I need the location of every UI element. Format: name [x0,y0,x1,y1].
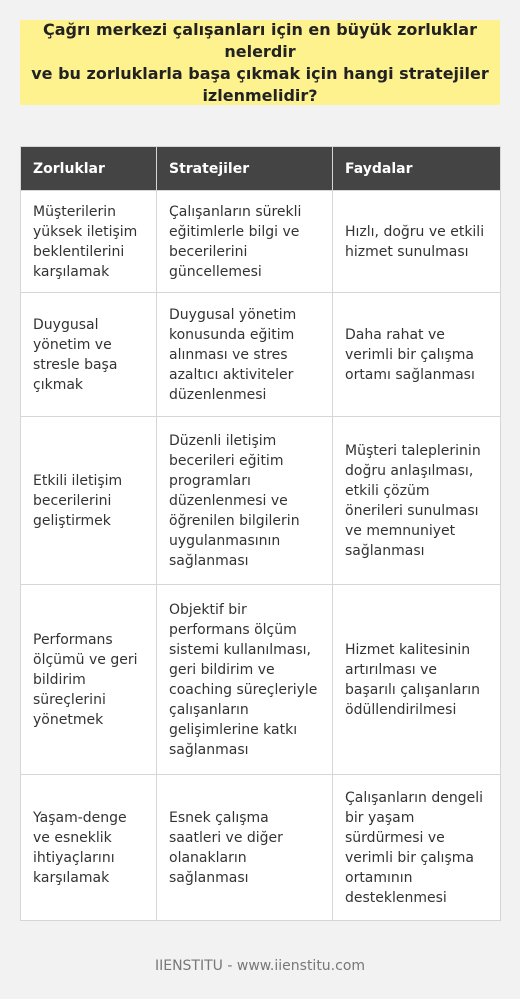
table-cell: Etkili iletişim becerilerini geliştirmek [21,417,157,585]
title-banner [20,20,500,105]
table-cell: Duygusal yönetim ve stresle başa çıkmak [21,293,157,417]
table-cell: Performans ölçümü ve geri bildirim süreçlerini yönetmek [21,585,157,775]
table-cell: Çalışanların sürekli eğitimlerle bilgi ve becerilerini güncellemesi [157,191,333,293]
table-cell: Yaşam-denge ve esneklik ihtiyaçlarını karşılamak [21,775,157,921]
strategy-table [20,146,501,921]
table-cell: Çalışanların dengeli bir yaşam sürdürmesi ve verimli bir çalışma ortamının desteklenmesi [333,775,501,921]
table-cell: Düzenli iletişim becerileri eğitim programları düzenlenmesi ve öğrenilen bilgilerin uygulanmasının sağlanması [157,417,333,585]
table-row [21,417,501,585]
page-title: Çağrı merkezi çalışanları için en büyük zorluklar nelerdir ve bu zorluklarla başa çıkmak için hangi stratejiler izlenmelidir? [31,19,489,105]
table-cell: Müşteri taleplerinin doğru anlaşılması, etkili çözüm önerileri sunulması ve memnuniyet sağlanması [333,417,501,585]
column-header-zorluklar: Zorluklar [21,147,157,191]
table-row [21,585,501,775]
table-header-row [21,147,501,191]
table-cell: Daha rahat ve verimli bir çalışma ortamı sağlanması [333,293,501,417]
table-row [21,191,501,293]
table-cell: Duygusal yönetim konusunda eğitim alınması ve stres azaltıcı aktiviteler düzenlenmesi [157,293,333,417]
table-row [21,775,501,921]
footer-credit: IIENSTITU - www.iienstitu.com [154,958,366,974]
column-header-stratejiler: Stratejiler [157,147,333,191]
table-row [21,293,501,417]
table-cell: Esnek çalışma saatleri ve diğer olanakların sağlanması [157,775,333,921]
column-header-faydalar: Faydalar [333,147,501,191]
table-cell: Müşterilerin yüksek iletişim beklentilerini karşılamak [21,191,157,293]
table-cell: Objektif bir performans ölçüm sistemi kullanılması, geri bildirim ve coaching süreçleriyle çalışanların gelişimlerine katkı sağlanması [157,585,333,775]
table-cell: Hızlı, doğru ve etkili hizmet sunulması [333,191,501,293]
table-cell: Hizmet kalitesinin artırılması ve başarılı çalışanların ödüllendirilmesi [333,585,501,775]
